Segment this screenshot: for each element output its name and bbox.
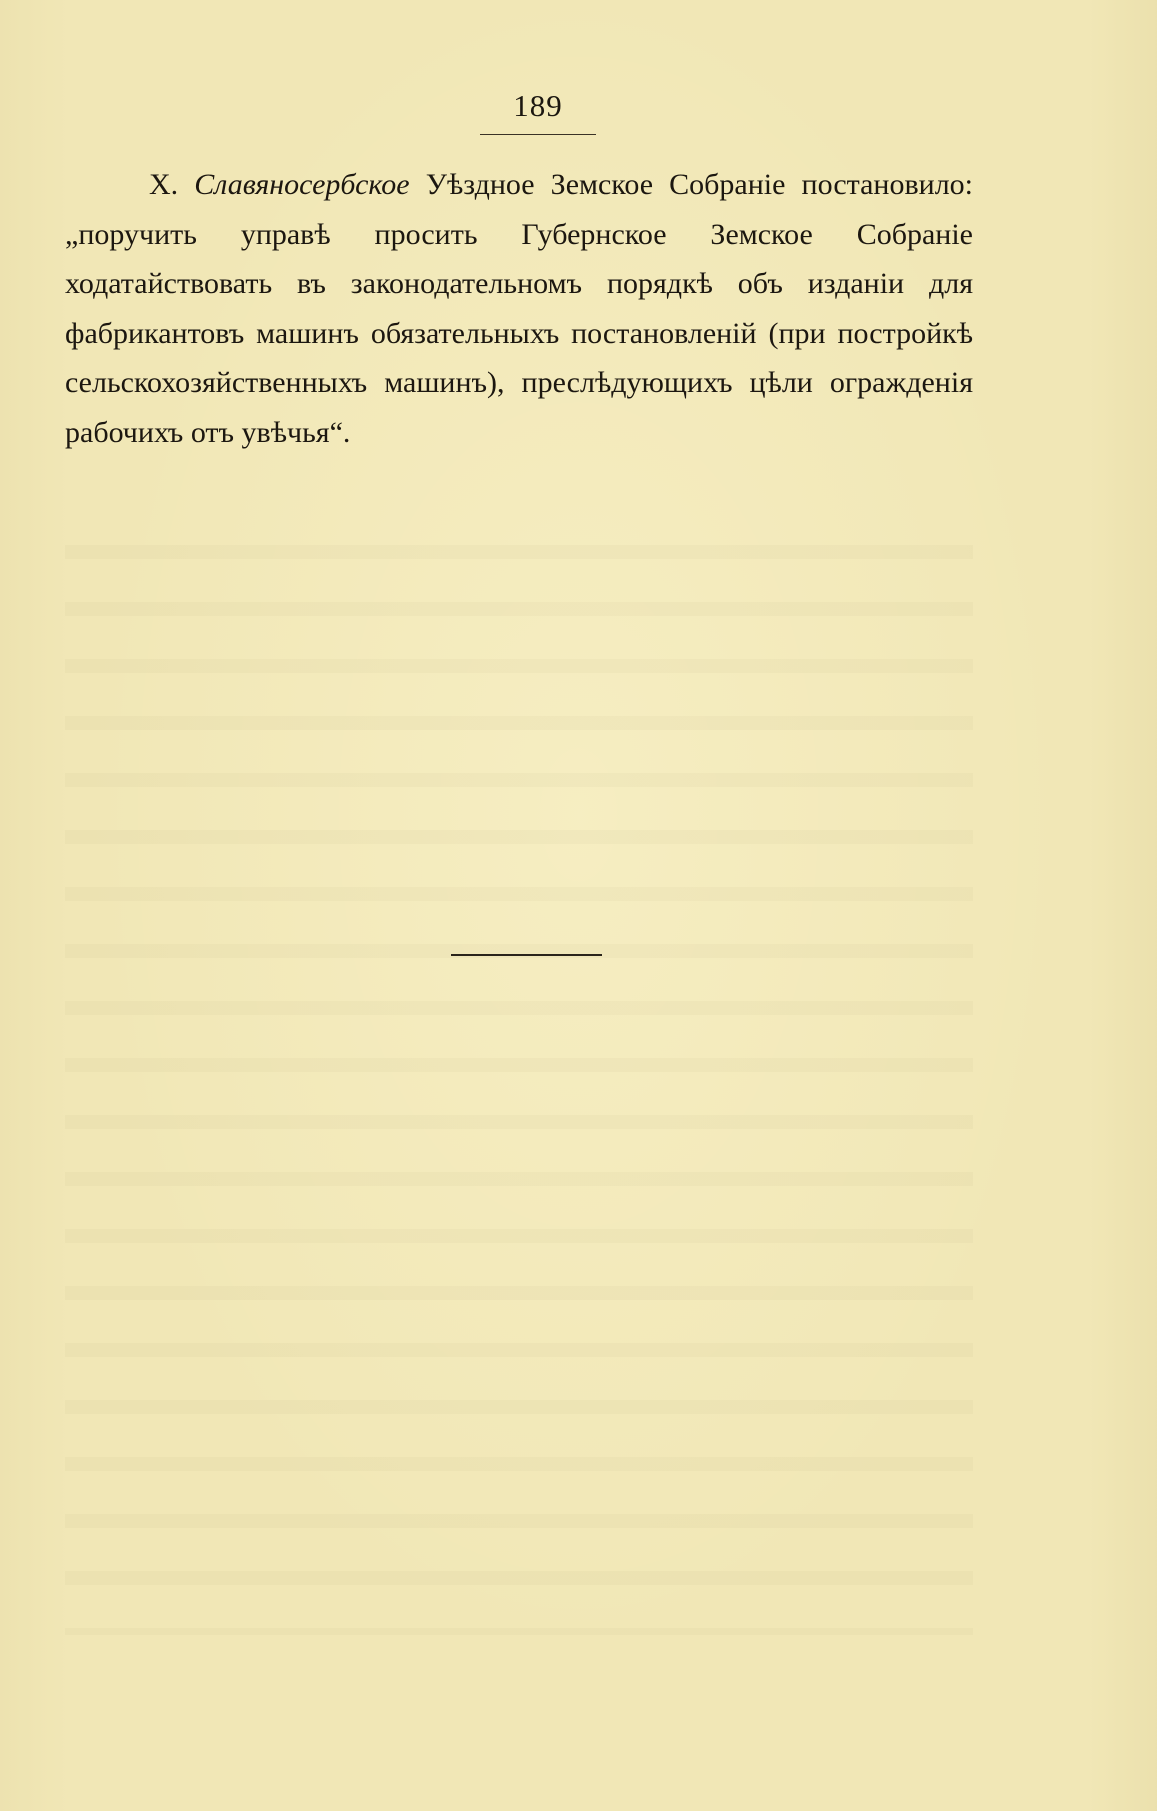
page-number: 189 bbox=[513, 88, 563, 123]
page-number-rule bbox=[480, 134, 596, 135]
paragraph-lead: X. bbox=[149, 168, 195, 201]
paragraph-italic-term: Славяносербское bbox=[194, 168, 410, 201]
bleed-through-texture bbox=[65, 515, 973, 1635]
paragraph-body: Уѣздное Земское Собраніе постановило: „поручить управѣ просить Губернское Земское Собраніе ходатайствовать въ законодательномъ порядкѣ объ изданіи для фабрикантовъ машинъ обязательныхъ постановленій (при постройкѣ сельскохозяйственныхъ машинъ), преслѣдующихъ цѣли огражденія рабочихъ отъ увѣчья“. bbox=[65, 168, 974, 449]
section-end-rule bbox=[451, 954, 602, 956]
resolution-paragraph bbox=[65, 160, 973, 457]
